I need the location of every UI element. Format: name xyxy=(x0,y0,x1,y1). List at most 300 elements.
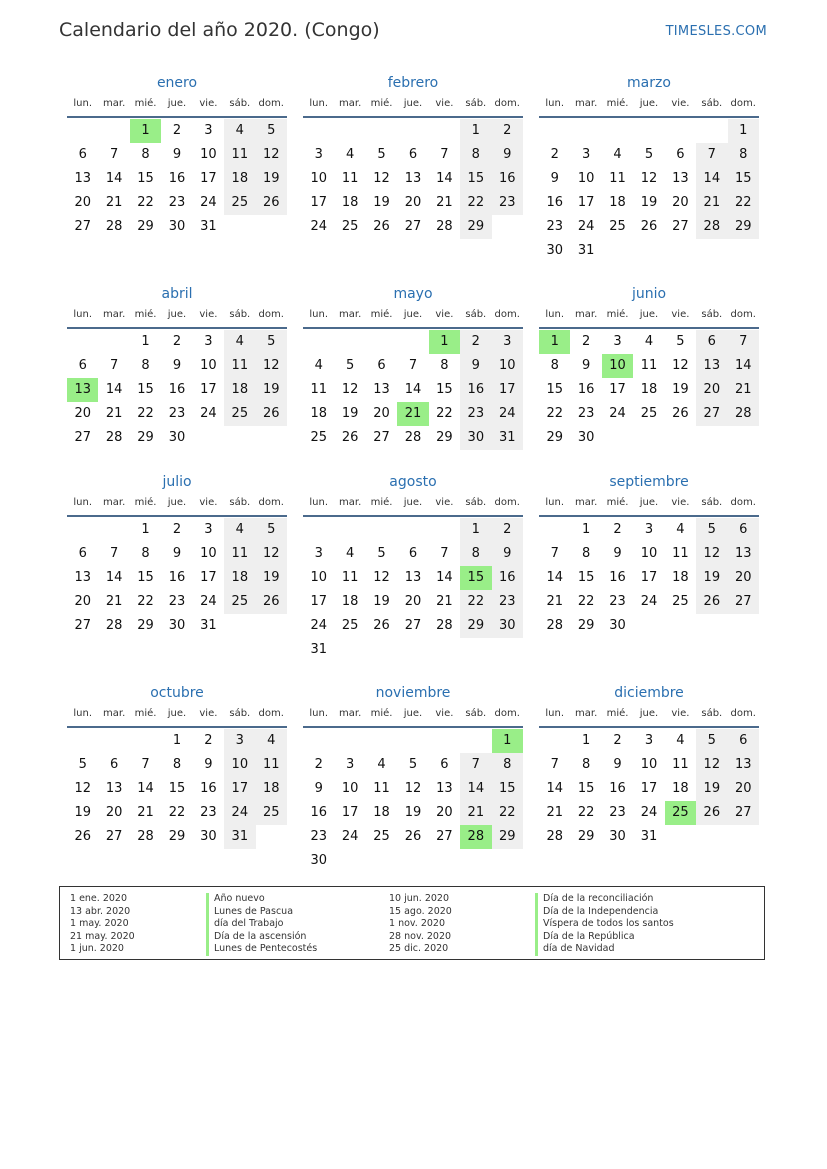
empty-cell xyxy=(303,330,334,354)
day-cell: 27 xyxy=(728,801,759,825)
day-cell: 12 xyxy=(640,171,658,186)
day-cell: 9 xyxy=(492,143,523,167)
day-cell: 20 xyxy=(74,406,91,421)
day-cell: 17 xyxy=(640,781,658,796)
day-cell: 27 xyxy=(74,430,91,445)
day-cell: 24 xyxy=(224,801,255,825)
empty-cell xyxy=(334,119,365,143)
day-cell: 9 xyxy=(460,354,491,378)
day-cell: 5 xyxy=(696,729,727,753)
month-name: agosto xyxy=(389,474,437,490)
day-cell: 12 xyxy=(696,542,727,566)
day-cell: 25 xyxy=(310,430,327,445)
weekday-label: mar. xyxy=(103,708,126,719)
day-cell: 9 xyxy=(581,358,591,373)
day-cell: 29 xyxy=(436,430,453,445)
day-cell: 24 xyxy=(200,594,217,609)
day-cell: 25 xyxy=(256,801,287,825)
day-cell: 21 xyxy=(436,594,453,609)
day-cell: 21 xyxy=(728,378,759,402)
weekday-label: lun. xyxy=(545,497,565,508)
day-cell: 24 xyxy=(492,402,523,426)
empty-cell xyxy=(130,729,161,753)
day-cell: 2 xyxy=(172,334,182,349)
day-cell: 29 xyxy=(460,614,491,638)
empty-cell xyxy=(539,518,570,542)
day-cell: 6 xyxy=(109,757,119,772)
day-cell: 19 xyxy=(341,406,359,421)
day-cell: 23 xyxy=(200,805,217,820)
day-cell: 9 xyxy=(172,358,182,373)
empty-cell xyxy=(397,330,428,354)
day-cell: 13 xyxy=(696,354,727,378)
empty-cell xyxy=(67,729,98,753)
day-cell: 12 xyxy=(256,542,287,566)
day-grid xyxy=(303,330,523,450)
month-abril xyxy=(67,283,287,450)
day-cell: 29 xyxy=(137,219,154,234)
day-cell: 16 xyxy=(200,781,217,796)
weekday-label: dom. xyxy=(730,497,756,508)
day-cell: 28 xyxy=(105,618,123,633)
day-cell: 30 xyxy=(168,219,186,234)
day-cell: 12 xyxy=(74,781,91,796)
day-cell: 9 xyxy=(613,546,622,561)
legend-dates-col-2 xyxy=(389,893,452,956)
day-cell: 8 xyxy=(460,542,491,566)
weekday-label: jue. xyxy=(167,708,187,719)
day-cell: 23 xyxy=(168,195,186,210)
day-cell: 4 xyxy=(256,729,287,753)
day-cell: 8 xyxy=(141,546,150,561)
day-cell: 13 xyxy=(404,171,422,186)
day-cell: 30 xyxy=(310,853,327,868)
weekday-label: lun. xyxy=(73,98,93,109)
weekday-label: mar. xyxy=(339,309,362,320)
day-cell: 2 xyxy=(613,733,622,748)
legend-dates-col-1 xyxy=(70,893,135,956)
day-cell: 18 xyxy=(256,777,287,801)
day-grid xyxy=(67,330,287,450)
empty-cell xyxy=(334,330,365,354)
day-cell: 12 xyxy=(672,358,689,373)
day-cell: 4 xyxy=(224,119,255,143)
day-cell: 8 xyxy=(460,143,491,167)
legend-date: 21 may. 2020 xyxy=(70,930,135,942)
day-cell: 21 xyxy=(696,191,727,215)
day-cell: 17 xyxy=(310,195,327,210)
month-mayo xyxy=(303,283,523,450)
month-name: noviembre xyxy=(375,685,451,701)
weekday-label: mié. xyxy=(370,708,393,719)
empty-cell xyxy=(366,330,397,354)
day-cell: 11 xyxy=(672,546,689,561)
day-cell: 13 xyxy=(728,542,759,566)
day-cell: 22 xyxy=(460,191,491,215)
day-cell: 14 xyxy=(546,570,563,585)
day-cell: 7 xyxy=(109,546,119,561)
day-cell: 28 xyxy=(696,215,727,239)
day-cell: 21 xyxy=(137,805,154,820)
legend-date: 10 jun. 2020 xyxy=(389,893,450,904)
day-cell: 9 xyxy=(172,546,182,561)
weekday-label: jue. xyxy=(639,708,659,719)
weekday-label: mié. xyxy=(606,708,629,719)
day-cell: 2 xyxy=(172,522,182,537)
day-cell: 15 xyxy=(460,167,491,191)
day-cell: 25 xyxy=(341,618,359,633)
weekday-label: sáb. xyxy=(229,708,251,719)
day-cell: 16 xyxy=(168,171,186,186)
day-cell: 2 xyxy=(550,147,559,162)
day-cell: 27 xyxy=(404,618,422,633)
day-cell: 14 xyxy=(436,570,453,585)
day-grid xyxy=(303,518,523,662)
day-cell: 8 xyxy=(440,358,449,373)
day-cell: 13 xyxy=(74,570,91,585)
weekday-header xyxy=(67,493,287,517)
day-cell: 21 xyxy=(105,195,123,210)
day-cell: 19 xyxy=(256,167,287,191)
day-cell: 23 xyxy=(492,590,523,614)
day-cell: 24 xyxy=(609,406,626,421)
day-cell: 24 xyxy=(200,406,217,421)
day-cell: 20 xyxy=(672,195,689,210)
day-cell: 9 xyxy=(204,757,213,772)
weekday-label: vie. xyxy=(435,309,454,320)
day-cell: 22 xyxy=(728,191,759,215)
weekday-label: sáb. xyxy=(701,497,723,508)
day-cell: 19 xyxy=(696,566,727,590)
day-cell: 30 xyxy=(492,614,523,638)
day-cell: 28 xyxy=(404,430,422,445)
day-cell: 24 xyxy=(341,829,359,844)
day-cell: 10 xyxy=(200,147,217,162)
day-cell: 11 xyxy=(224,542,255,566)
empty-cell xyxy=(366,119,397,143)
day-cell: 2 xyxy=(204,733,213,748)
weekday-header xyxy=(67,704,287,728)
day-cell: 4 xyxy=(345,546,355,561)
day-cell: 14 xyxy=(546,781,563,796)
day-cell: 23 xyxy=(609,594,626,609)
weekday-label: dom. xyxy=(730,309,756,320)
day-cell: 1 xyxy=(581,733,591,748)
day-cell: 10 xyxy=(640,757,658,772)
day-cell: 26 xyxy=(74,829,91,844)
day-cell: 4 xyxy=(314,358,323,373)
month-name: octubre xyxy=(150,685,204,701)
holiday-day: 1 xyxy=(539,330,570,354)
weekday-label: dom. xyxy=(494,497,520,508)
day-cell: 14 xyxy=(436,171,453,186)
weekday-label: dom. xyxy=(730,708,756,719)
weekday-label: mié. xyxy=(370,497,393,508)
day-cell: 17 xyxy=(310,594,327,609)
day-cell: 17 xyxy=(200,382,217,397)
day-cell: 28 xyxy=(546,829,563,844)
empty-cell xyxy=(397,729,428,753)
day-cell: 2 xyxy=(613,522,622,537)
day-cell: 19 xyxy=(696,777,727,801)
day-cell: 2 xyxy=(172,123,182,138)
day-cell: 21 xyxy=(546,594,563,609)
legend-holiday-name: Día de la reconciliación xyxy=(535,893,674,906)
day-cell: 26 xyxy=(341,430,359,445)
day-cell: 30 xyxy=(577,430,595,445)
empty-cell xyxy=(366,518,397,542)
legend-holiday-name: Víspera de todos los santos xyxy=(535,918,674,931)
day-cell: 11 xyxy=(310,382,327,397)
weekday-label: vie. xyxy=(671,98,690,109)
day-cell: 15 xyxy=(577,570,595,585)
empty-cell xyxy=(539,729,570,753)
day-cell: 11 xyxy=(373,781,390,796)
weekday-label: jue. xyxy=(403,497,423,508)
weekday-label: mar. xyxy=(575,708,598,719)
day-cell: 28 xyxy=(436,618,453,633)
day-cell: 7 xyxy=(109,358,119,373)
day-cell: 22 xyxy=(137,406,154,421)
day-cell: 8 xyxy=(172,757,182,772)
weekday-label: sáb. xyxy=(229,309,251,320)
holiday-day: 13 xyxy=(67,378,98,402)
month-name: junio xyxy=(631,286,667,302)
weekday-label: lun. xyxy=(309,309,329,320)
day-cell: 6 xyxy=(408,147,418,162)
weekday-label: mar. xyxy=(575,497,598,508)
day-cell: 31 xyxy=(224,825,255,849)
weekday-label: mié. xyxy=(134,708,157,719)
day-cell: 10 xyxy=(224,753,255,777)
weekday-label: mié. xyxy=(134,309,157,320)
weekday-header xyxy=(67,305,287,329)
weekday-label: vie. xyxy=(435,708,454,719)
day-cell: 15 xyxy=(137,382,154,397)
day-cell: 26 xyxy=(640,219,658,234)
day-cell: 6 xyxy=(377,358,386,373)
day-cell: 31 xyxy=(577,243,595,258)
day-cell: 10 xyxy=(310,570,327,585)
empty-cell xyxy=(429,119,460,143)
weekday-label: mié. xyxy=(134,497,157,508)
legend-date: 28 nov. 2020 xyxy=(389,930,452,942)
brand-link[interactable]: TIMESLES.COM xyxy=(665,24,767,39)
day-cell: 25 xyxy=(224,402,255,426)
day-cell: 24 xyxy=(640,594,658,609)
empty-cell xyxy=(67,518,98,542)
day-cell: 31 xyxy=(640,829,658,844)
day-cell: 22 xyxy=(137,594,154,609)
legend-names-col-1 xyxy=(206,893,317,956)
day-cell: 27 xyxy=(672,219,689,234)
month-agosto xyxy=(303,471,523,662)
day-cell: 13 xyxy=(404,570,422,585)
day-cell: 11 xyxy=(256,753,287,777)
day-cell: 19 xyxy=(672,382,689,397)
month-julio xyxy=(67,471,287,638)
weekday-label: sáb. xyxy=(701,309,723,320)
weekday-label: mié. xyxy=(606,497,629,508)
day-cell: 2 xyxy=(314,757,323,772)
weekday-label: jue. xyxy=(167,309,187,320)
day-cell: 12 xyxy=(256,354,287,378)
weekday-label: jue. xyxy=(639,497,659,508)
day-cell: 6 xyxy=(728,729,759,753)
day-cell: 19 xyxy=(373,594,390,609)
day-cell: 22 xyxy=(436,406,453,421)
weekday-label: dom. xyxy=(494,708,520,719)
day-cell: 4 xyxy=(613,147,622,162)
day-cell: 29 xyxy=(460,215,491,239)
day-cell: 23 xyxy=(492,191,523,215)
day-cell: 5 xyxy=(408,757,418,772)
weekday-label: sáb. xyxy=(465,708,487,719)
day-cell: 23 xyxy=(546,219,563,234)
day-cell: 14 xyxy=(105,382,123,397)
weekday-label: dom. xyxy=(258,708,284,719)
day-cell: 27 xyxy=(74,618,91,633)
weekday-label: mar. xyxy=(575,309,598,320)
day-cell: 3 xyxy=(224,729,255,753)
weekday-label: lun. xyxy=(545,708,565,719)
day-cell: 6 xyxy=(696,330,727,354)
day-cell: 7 xyxy=(408,358,418,373)
day-cell: 15 xyxy=(137,570,154,585)
day-cell: 28 xyxy=(436,219,453,234)
month-diciembre xyxy=(539,682,759,849)
holiday-day: 1 xyxy=(492,729,523,753)
day-cell: 16 xyxy=(460,378,491,402)
empty-cell xyxy=(303,729,334,753)
day-cell: 5 xyxy=(696,518,727,542)
weekday-header xyxy=(303,493,523,517)
day-grid xyxy=(67,119,287,239)
weekday-label: sáb. xyxy=(465,98,487,109)
day-cell: 2 xyxy=(492,119,523,143)
day-cell: 25 xyxy=(224,191,255,215)
day-cell: 6 xyxy=(728,518,759,542)
month-junio xyxy=(539,283,759,450)
day-cell: 15 xyxy=(137,171,154,186)
empty-cell xyxy=(67,119,98,143)
day-cell: 23 xyxy=(460,402,491,426)
day-cell: 12 xyxy=(373,570,390,585)
weekday-label: mar. xyxy=(339,98,362,109)
day-cell: 18 xyxy=(224,167,255,191)
month-febrero xyxy=(303,72,523,239)
legend-date: 13 abr. 2020 xyxy=(70,905,131,917)
day-cell: 17 xyxy=(492,378,523,402)
day-cell: 7 xyxy=(460,753,491,777)
weekday-label: mié. xyxy=(370,309,393,320)
weekday-label: jue. xyxy=(167,98,187,109)
weekday-label: dom. xyxy=(258,497,284,508)
day-cell: 31 xyxy=(492,426,523,450)
month-octubre xyxy=(67,682,287,849)
day-cell: 25 xyxy=(373,829,390,844)
weekday-label: dom. xyxy=(494,309,520,320)
weekday-label: mié. xyxy=(606,98,629,109)
day-cell: 29 xyxy=(577,618,595,633)
holiday-day: 1 xyxy=(429,330,460,354)
day-cell: 12 xyxy=(373,171,390,186)
day-cell: 12 xyxy=(256,143,287,167)
holiday-day: 15 xyxy=(460,566,491,590)
page-title: Calendario del año 2020. (Congo) xyxy=(59,19,380,41)
empty-cell xyxy=(303,119,334,143)
weekday-label: dom. xyxy=(258,98,284,109)
day-cell: 30 xyxy=(609,618,626,633)
weekday-label: mar. xyxy=(103,497,126,508)
day-cell: 29 xyxy=(168,829,186,844)
day-cell: 28 xyxy=(137,829,154,844)
day-cell: 27 xyxy=(404,219,422,234)
day-cell: 20 xyxy=(728,566,759,590)
day-grid xyxy=(539,119,759,263)
day-cell: 23 xyxy=(168,406,186,421)
day-cell: 24 xyxy=(640,805,658,820)
day-cell: 15 xyxy=(577,781,595,796)
day-cell: 22 xyxy=(577,805,595,820)
weekday-label: vie. xyxy=(671,708,690,719)
day-cell: 8 xyxy=(550,358,559,373)
day-cell: 29 xyxy=(728,215,759,239)
day-cell: 3 xyxy=(204,123,213,138)
day-cell: 4 xyxy=(345,147,355,162)
day-cell: 27 xyxy=(696,402,727,426)
day-grid xyxy=(539,518,759,638)
legend-holiday-name: Día de la ascensión xyxy=(206,931,317,944)
day-cell: 5 xyxy=(256,518,287,542)
day-cell: 5 xyxy=(377,147,386,162)
day-cell: 22 xyxy=(492,801,523,825)
weekday-label: mar. xyxy=(103,98,126,109)
weekday-label: jue. xyxy=(639,98,659,109)
weekday-label: lun. xyxy=(309,708,329,719)
day-cell: 28 xyxy=(546,618,563,633)
day-grid xyxy=(67,729,287,849)
day-cell: 3 xyxy=(345,757,355,772)
legend-date: 1 may. 2020 xyxy=(70,918,129,929)
day-cell: 18 xyxy=(310,406,327,421)
day-grid xyxy=(539,330,759,450)
day-cell: 20 xyxy=(436,805,453,820)
day-cell: 18 xyxy=(224,566,255,590)
day-cell: 11 xyxy=(224,354,255,378)
day-cell: 30 xyxy=(168,618,186,633)
day-cell: 31 xyxy=(200,219,217,234)
day-cell: 26 xyxy=(672,406,689,421)
day-cell: 15 xyxy=(436,382,453,397)
day-cell: 3 xyxy=(644,733,654,748)
day-cell: 17 xyxy=(224,777,255,801)
day-cell: 17 xyxy=(341,805,359,820)
day-cell: 22 xyxy=(168,805,186,820)
day-cell: 11 xyxy=(609,171,626,186)
day-cell: 10 xyxy=(492,354,523,378)
day-cell: 14 xyxy=(105,171,123,186)
day-cell: 20 xyxy=(373,406,390,421)
day-grid xyxy=(67,518,287,638)
day-cell: 5 xyxy=(345,358,355,373)
empty-cell xyxy=(98,518,129,542)
day-cell: 24 xyxy=(200,195,217,210)
day-cell: 30 xyxy=(546,243,563,258)
day-cell: 3 xyxy=(314,546,323,561)
day-cell: 26 xyxy=(256,590,287,614)
day-cell: 13 xyxy=(436,781,453,796)
